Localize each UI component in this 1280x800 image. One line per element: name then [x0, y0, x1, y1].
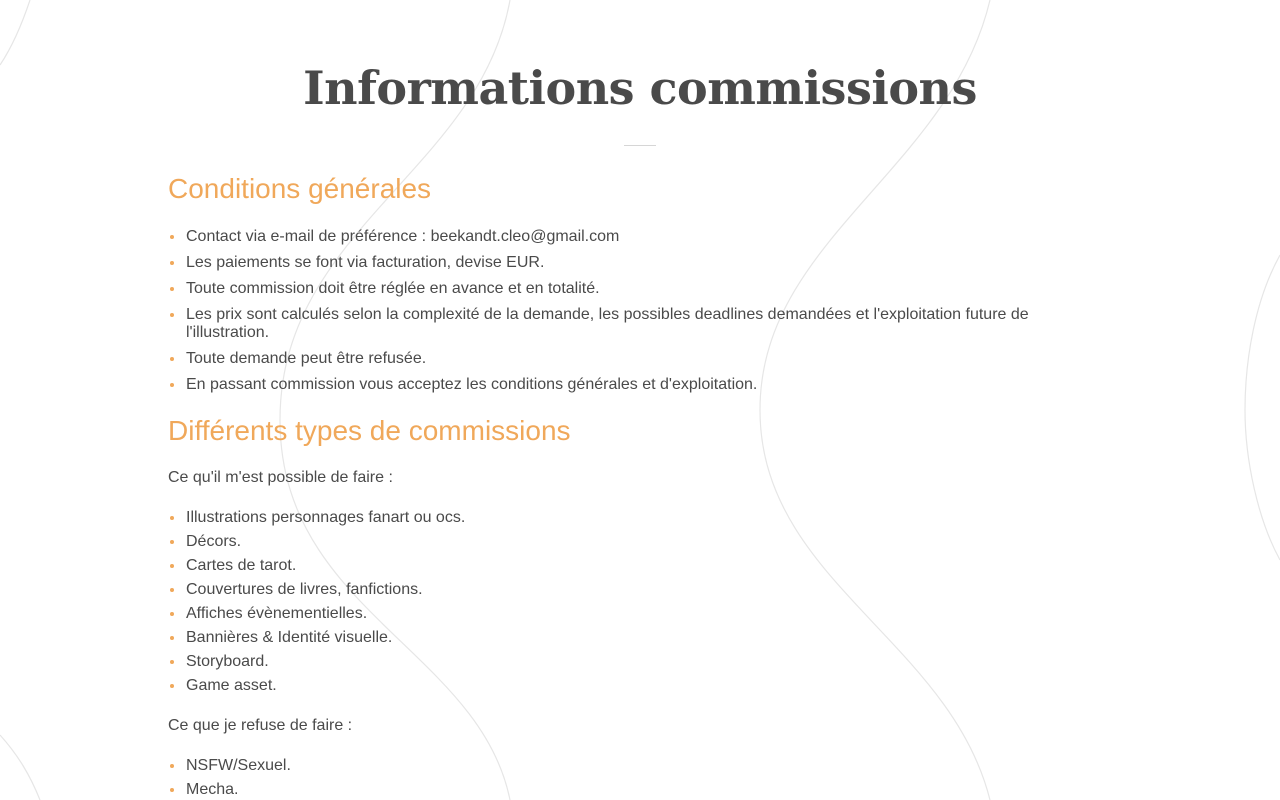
possible-list: [168, 509, 1058, 701]
list-item: Les paiements se font via facturation, devise EUR.: [168, 254, 1058, 272]
list-item: Toute demande peut être refusée.: [168, 350, 1058, 368]
list-item: Illustrations personnages fanart ou ocs.: [168, 509, 1058, 527]
refused-list: [168, 757, 1058, 800]
title-divider: [624, 145, 656, 146]
refused-intro: Ce que je refuse de faire :: [168, 717, 353, 734]
possible-intro: Ce qu'il m'est possible de faire :: [168, 469, 393, 486]
list-item: Les prix sont calculés selon la complexité de la demande, les possibles deadlines demandées et l'exploitation future de l'illustration.: [168, 306, 1058, 342]
list-item: Bannières & Identité visuelle.: [168, 629, 1058, 647]
list-item: En passant commission vous acceptez les conditions générales et d'exploitation.: [168, 376, 1058, 394]
list-item: Décors.: [168, 533, 1058, 551]
conditions-heading: Conditions générales: [168, 173, 432, 204]
list-item: Contact via e-mail de préférence : beekandt.cleo@gmail.com: [168, 228, 1058, 246]
list-item: Game asset.: [168, 677, 1058, 695]
list-item: Storyboard.: [168, 653, 1058, 671]
list-item: Cartes de tarot.: [168, 557, 1058, 575]
conditions-list: [168, 228, 1058, 402]
list-item: Mecha.: [168, 781, 1058, 799]
types-heading: Différents types de commissions: [168, 415, 571, 446]
list-item: Couvertures de livres, fanfictions.: [168, 581, 1058, 599]
list-item: Affiches évènementielles.: [168, 605, 1058, 623]
page-title: Informations commissions: [303, 61, 977, 115]
list-item: NSFW/Sexuel.: [168, 757, 1058, 775]
list-item: Toute commission doit être réglée en avance et en totalité.: [168, 280, 1058, 298]
